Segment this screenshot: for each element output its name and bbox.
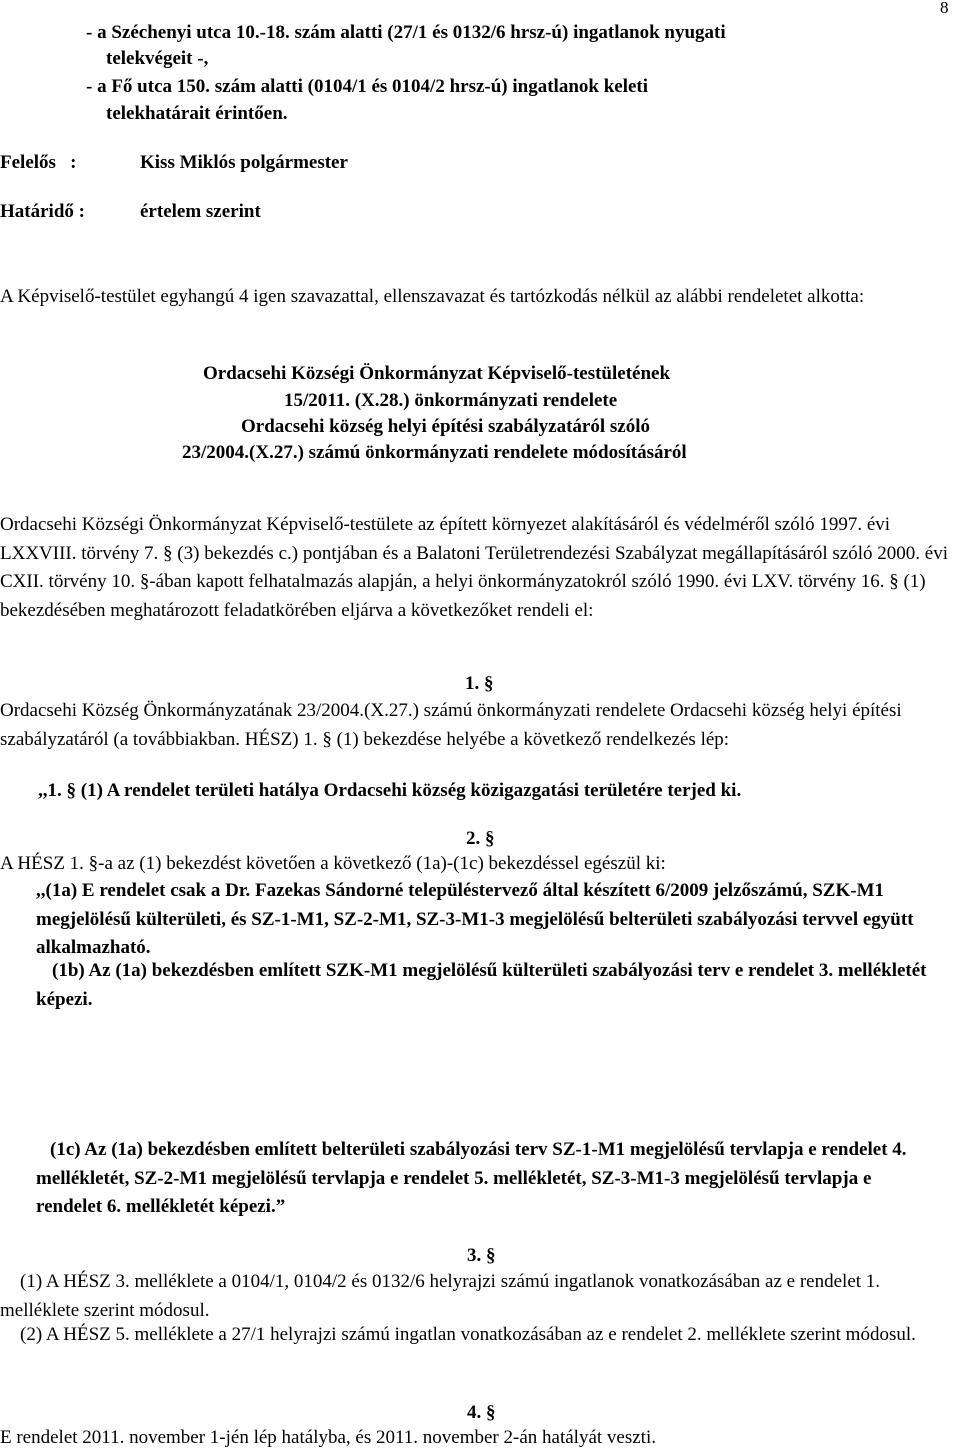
section-2-text: A HÉSZ 1. §-a az (1) bekezdést követően a következő (1a)-(1c) bekezdéssel egészül ki: bbox=[0, 853, 666, 874]
deadline-value: értelem szerint bbox=[140, 201, 261, 222]
section-3-paragraph-2: (2) A HÉSZ 5. melléklete a 27/1 helyrajzi számú ingatlan vonatkozásában az e rendelet 2. melléklete szerint módosul. bbox=[20, 1324, 916, 1345]
intro-item-1-line-1: - a Széchenyi utca 10.-18. szám alatti (27/1 és 0132/6 hrsz-ú) ingatlanok nyugati bbox=[86, 22, 726, 43]
section-1-quote: ,,1. § (1) A rendelet területi hatálya Ordacsehi község közigazgatási területére terjed ki. bbox=[38, 780, 742, 801]
section-1-heading: 1. § bbox=[465, 673, 494, 694]
section-2-paragraph-1c: (1c) Az (1a) bekezdésben említett belterületi szabályozási terv SZ-1-M1 megjelölésű tervlapja e rendelet 4. mellékletét, SZ-2-M1 megjelölésű tervlapja e rendelet 5. mellékletét, SZ-3-M1-3 megjelölésű tervlapja e rendelet 6. mellékletét képezi.” bbox=[36, 1139, 907, 1217]
section-1-text: Ordacsehi Község Önkormányzatának 23/2004.(X.27.) számú önkormányzati rendelete Ordacsehi község helyi építési szabályzatáról (a továbbiakban. HÉSZ) 1. § (1) bekezdése helyébe a következő rendelkezés lép: bbox=[0, 700, 902, 750]
decision-text: A Képviselő-testület egyhangú 4 igen szavazattal, ellenszavazat és tartózkodás nélkül az alábbi rendeletet alkotta: bbox=[0, 286, 865, 307]
section-4-heading: 4. § bbox=[467, 1402, 496, 1423]
section-2-paragraph-1b: (1b) Az (1a) bekezdésben említett SZK-M1 megjelölésű külterületi szabályozási terv e rendelet 3. mellékletét képezi. bbox=[36, 960, 927, 1010]
section-3-paragraph-1: (1) A HÉSZ 3. melléklete a 0104/1, 0104/2 és 0132/6 helyrajzi számú ingatlanok vonatkozásában az e rendelet 1. melléklete szerint módosul. bbox=[0, 1271, 881, 1321]
section-3-heading: 3. § bbox=[467, 1245, 496, 1266]
responsible-value: Kiss Miklós polgármester bbox=[140, 152, 348, 173]
title-line-4: 23/2004.(X.27.) számú önkormányzati rendelete módosításáról bbox=[182, 442, 687, 463]
preamble: Ordacsehi Községi Önkormányzat Képviselő-testülete az épített környezet alakításáról és védelméről szóló 1997. évi LXXVIII. törvény 7. § (3) bekezdés c.) pontjában és a Balatoni Területrendezési Szabályzat megállapításáról szóló 2000. évi CXII. törvény 10. §-ában kapott felhatalmazás alapján, a helyi önkormányzatokról szóló 1990. évi LXV. törvény 16. § (1) bekezdésében meghatározott feladatkörében eljárva a következőket rendeli el: bbox=[0, 514, 948, 621]
section-2-paragraph-1a: ,,(1a) E rendelet csak a Dr. Fazekas Sándorné településtervező által készített 6/2009 jelzőszámú, SZK-M1 megjelölésű külterületi, és SZ-1-M1, SZ-2-M1, SZ-3-M1-3 megjelölésű belterületi szabályozási tervvel együtt alkalmazható. bbox=[36, 880, 914, 958]
title-line-3: Ordacsehi község helyi építési szabályzatáról szóló bbox=[241, 416, 650, 437]
intro-item-2-line-1: - a Fő utca 150. szám alatti (0104/1 és 0104/2 hrsz-ú) ingatlanok keleti bbox=[86, 76, 649, 97]
deadline-label: Határidő : bbox=[0, 201, 85, 222]
title-line-1: Ordacsehi Községi Önkormányzat Képviselő-testületének bbox=[203, 363, 671, 384]
page-number: 8 bbox=[940, 0, 949, 17]
intro-item-1-line-2: telekvégeit -, bbox=[106, 48, 209, 69]
responsible-label: Felelős : bbox=[0, 152, 77, 173]
title-line-2: 15/2011. (X.28.) önkormányzati rendelete bbox=[284, 390, 618, 411]
section-2-heading: 2. § bbox=[466, 828, 495, 849]
section-4-text: E rendelet 2011. november 1-jén lép hatályba, és 2011. november 2-án hatályát veszti. bbox=[0, 1427, 656, 1448]
intro-item-2-line-2: telekhatárait érintően. bbox=[106, 103, 288, 124]
